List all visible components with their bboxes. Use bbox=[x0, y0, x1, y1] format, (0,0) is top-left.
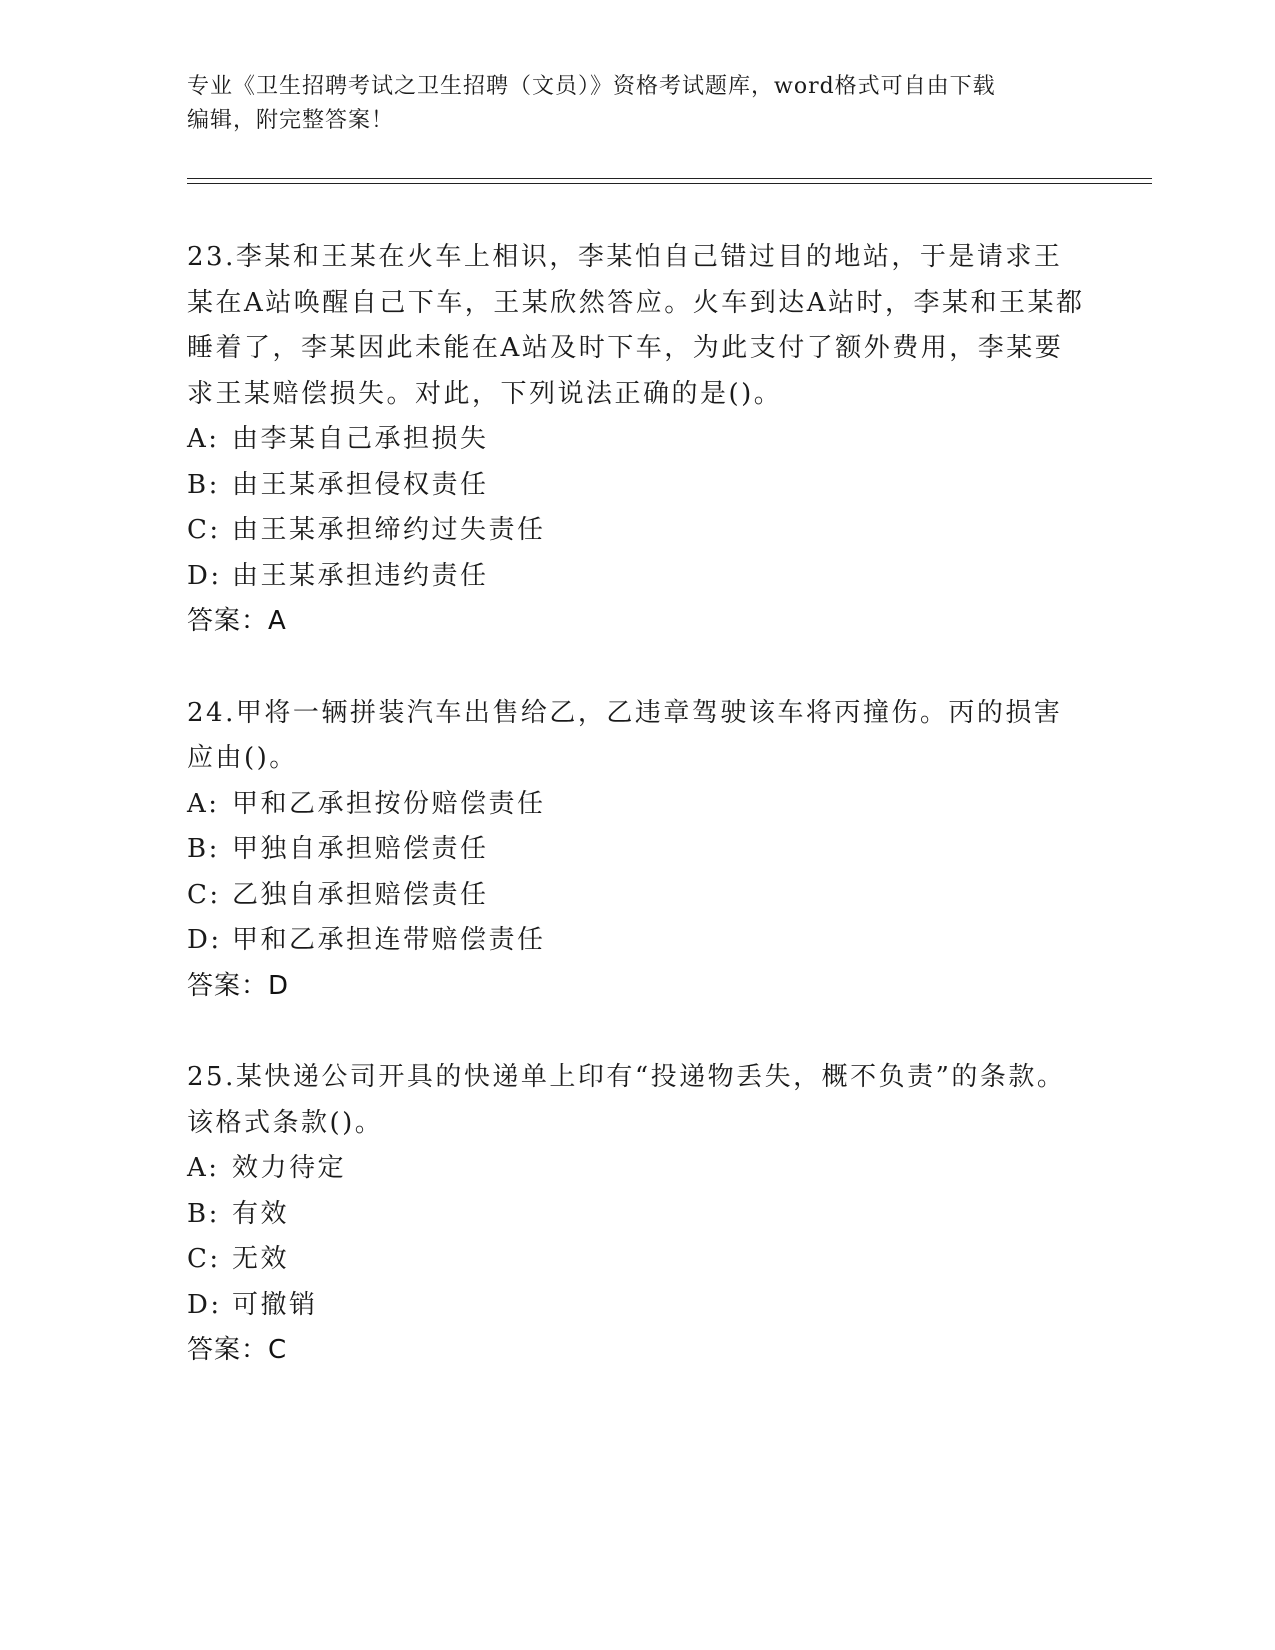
option-key: B: bbox=[187, 469, 220, 500]
option-text: 效力待定 bbox=[232, 1153, 347, 1183]
answer-line: 答案：C bbox=[187, 1335, 288, 1365]
option-a bbox=[187, 782, 1087, 828]
option-text: 乙独自承担赔偿责任 bbox=[232, 879, 489, 910]
option-key: A: bbox=[187, 424, 220, 454]
option-c bbox=[187, 508, 1087, 554]
option-a bbox=[187, 417, 1087, 463]
option-d bbox=[187, 1283, 1087, 1329]
header-line-1: 专业《卫生招聘考试之卫生招聘（文员）》资格考试题库，word格式可自由下载 bbox=[187, 74, 996, 99]
option-d bbox=[187, 918, 1087, 964]
option-b bbox=[187, 1192, 1087, 1238]
question-stem: 23.李某和王某在火车上相识，李某怕自己错过目的地站，于是请求王某在A站唤醒自己下车，王某欣然答应。火车到达A站时，李某和王某都睡着了，李某因此未能在A站及时下车，为此支付了额外费用，李某要求王某赔偿损失。对此，下列说法正确的是()。 bbox=[187, 242, 1085, 409]
option-text: 由王某承担违约责任 bbox=[232, 560, 489, 591]
question-list bbox=[187, 235, 1087, 1420]
option-key: B: bbox=[187, 834, 220, 864]
question-23 bbox=[187, 235, 1087, 645]
option-key: C: bbox=[187, 515, 221, 545]
header-divider-bottom bbox=[187, 183, 1152, 184]
option-c bbox=[187, 873, 1087, 919]
header-divider-top bbox=[187, 178, 1152, 179]
option-text: 由王某承担缔约过失责任 bbox=[232, 515, 546, 545]
document-header bbox=[187, 70, 1087, 138]
question-stem: 24.甲将一辆拼装汽车出售给乙，乙违章驾驶该车将丙撞伤。丙的损害应由()。 bbox=[187, 697, 1063, 773]
option-key: D: bbox=[187, 925, 222, 955]
option-key: A: bbox=[187, 788, 220, 819]
header-line-2: 编辑，附完整答案！ bbox=[187, 108, 395, 133]
option-text: 由李某自己承担损失 bbox=[232, 424, 489, 454]
option-text: 有效 bbox=[232, 1198, 290, 1229]
option-b bbox=[187, 463, 1087, 509]
option-key: A: bbox=[187, 1153, 220, 1183]
option-text: 可撤销 bbox=[232, 1289, 318, 1320]
option-key: D: bbox=[187, 1289, 222, 1320]
option-text: 由王某承担侵权责任 bbox=[232, 469, 489, 500]
option-text: 甲和乙承担连带赔偿责任 bbox=[232, 925, 546, 955]
option-text: 甲独自承担赔偿责任 bbox=[232, 834, 489, 864]
option-d bbox=[187, 554, 1087, 600]
option-key: D: bbox=[187, 560, 222, 591]
option-key: C: bbox=[187, 879, 221, 910]
answer-line: 答案：A bbox=[187, 606, 287, 636]
question-24 bbox=[187, 691, 1087, 1010]
option-key: C: bbox=[187, 1244, 221, 1274]
answer-line: 答案：D bbox=[187, 970, 290, 1001]
question-stem: 25.某快递公司开具的快递单上印有“投递物丢失，概不负责”的条款。该格式条款()。 bbox=[187, 1062, 1066, 1138]
option-key: B: bbox=[187, 1198, 220, 1229]
option-text: 甲和乙承担按份赔偿责任 bbox=[232, 788, 546, 819]
option-a bbox=[187, 1146, 1087, 1192]
option-c bbox=[187, 1237, 1087, 1283]
question-25 bbox=[187, 1055, 1087, 1374]
option-text: 无效 bbox=[232, 1244, 290, 1274]
option-b bbox=[187, 827, 1087, 873]
